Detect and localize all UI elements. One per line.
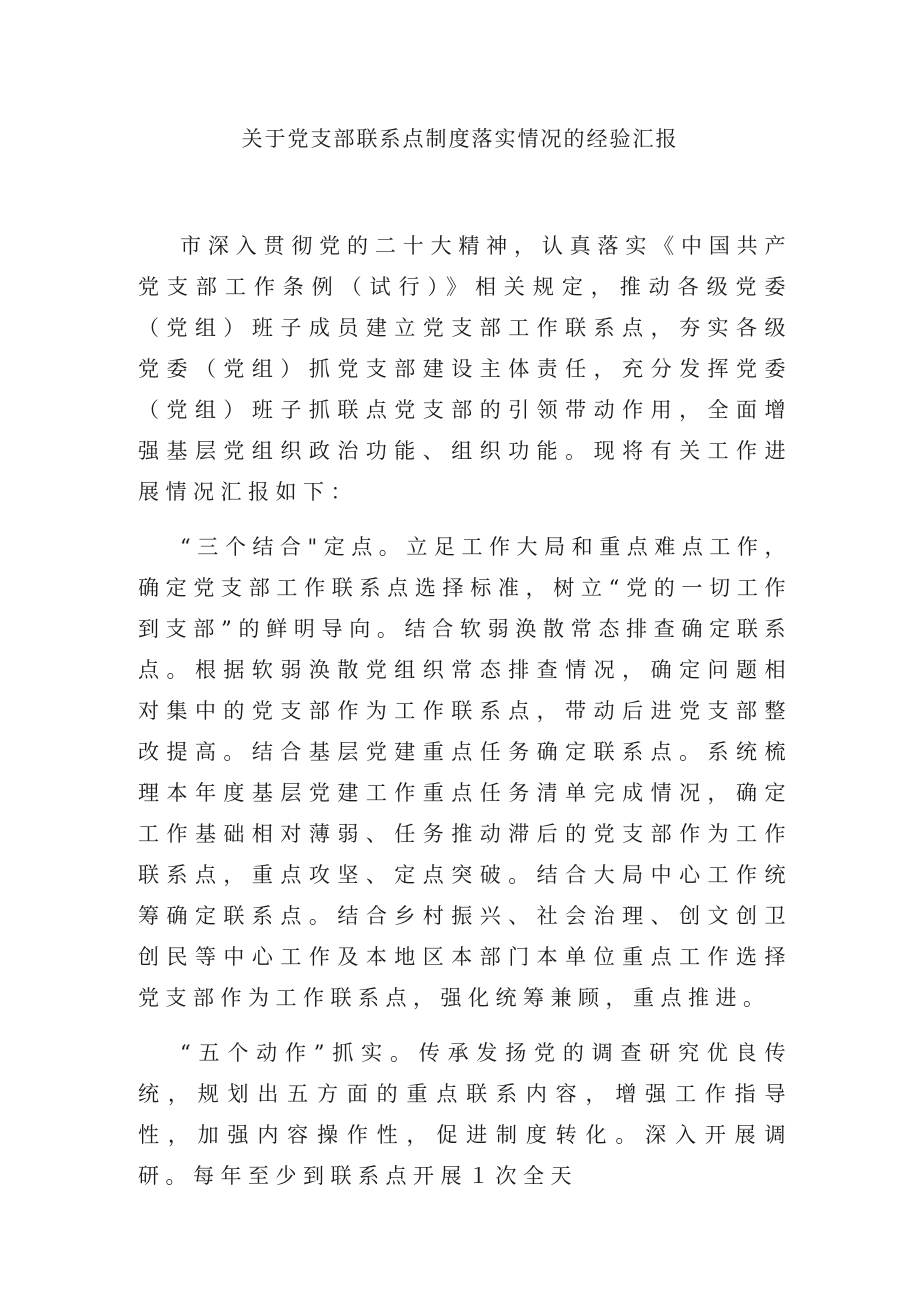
paragraph-five-actions: “五个动作”抓实。传承发扬党的调查研究优良传统，规划出五方面的重点联系内容，增强工作指导性，加强内容操作性，促进制度转化。深入开展调研。每年至少到联系点开展１次全天: [138, 1041, 792, 1188]
document-body: [138, 226, 792, 1211]
document-title: 关于党支部联系点制度落实情况的经验汇报: [241, 127, 679, 151]
paragraph-three-combinations: “三个结合"定点。立足工作大局和重点难点工作，确定党支部工作联系点选择标准，树立“党的一切工作到支部”的鲜明导向。结合软弱涣散常态排查确定联系点。根据软弱涣散党组织常态排查情况，确定问题相对集中的党支部作为工作联系点，带动后进党支部整改提高。结合基层党建重点任务确定联系点。系统梳理本年度基层党建工作重点任务清单完成情况，确定工作基础相对薄弱、任务推动滞后的党支部作为工作联系点，重点攻坚、定点突破。结合大局中心工作统筹确定联系点。结合乡村振兴、社会治理、创文创卫创民等中心工作及本地区本部门本单位重点工作选择党支部作为工作联系点，强化统筹兼顾，重点推进。: [138, 535, 792, 1010]
paragraph-intro: 市深入贯彻党的二十大精神，认真落实《中国共产党支部工作条例（试行）》相关规定，推动各级党委（党组）班子成员建立党支部工作联系点，夯实各级党委（党组）抓党支部建设主体责任，充分发挥党委（党组）班子抓联点党支部的引领带动作用，全面增强基层党组织政治功能、组织功能。现将有关工作进展情况汇报如下：: [138, 234, 792, 504]
